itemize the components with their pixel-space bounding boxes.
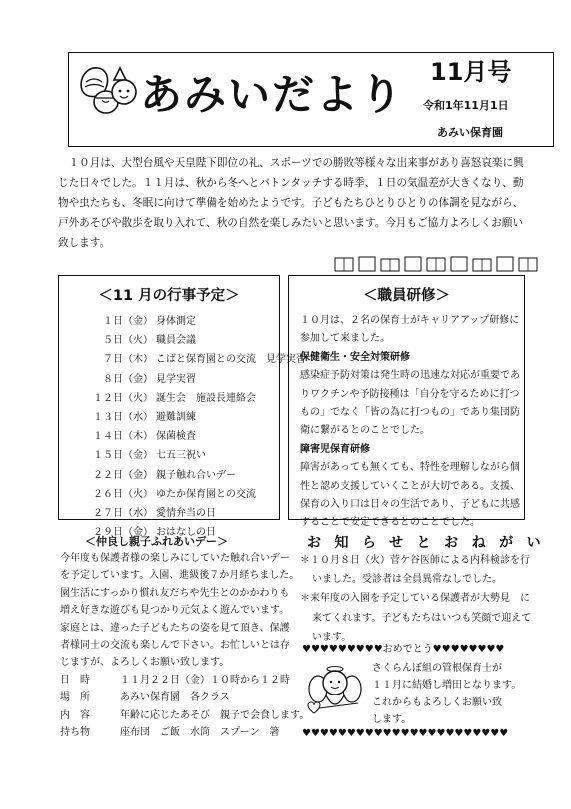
- issue-date: 令和1年11月1日: [423, 99, 509, 112]
- event-name: 避難訓練: [156, 412, 196, 424]
- event-date: １４日（木）: [93, 431, 153, 443]
- event-name: 誕生会 施設長連絡会: [156, 392, 256, 404]
- wedding-line: これからもよろしくお願い致: [372, 697, 502, 708]
- event-name: 七五三祝い: [156, 450, 206, 462]
- detail-label: 持ち物: [60, 727, 90, 739]
- issue-number: 11月号: [430, 58, 512, 86]
- detail-value: 年齢に応じたあそび 親子で会食します。: [120, 709, 310, 721]
- event-name: 愛情弁当の日: [156, 508, 216, 520]
- event-name: 見学実習: [156, 373, 196, 385]
- wedding-announcement: [372, 660, 521, 728]
- event-row: [71, 504, 306, 523]
- relationship-day-line: じますが、よろしくお願い致します。: [60, 657, 230, 669]
- event-date: ５日（火）: [103, 335, 153, 347]
- detail-value: 座布団 ご飯 水筒 スプーン 箸: [120, 727, 280, 739]
- wedding-line: １１月に結婚し増田となります。: [372, 680, 522, 691]
- event-name: おはなしの日: [156, 527, 216, 539]
- training-title: ＜職員研修＞: [363, 288, 450, 304]
- notice-item: ＊１０月８日（火）菅ケ谷医師による内科検診を行いました。受診者は全員異常なしでした。: [300, 555, 530, 586]
- training-body: [300, 312, 522, 533]
- event-date: １５日（金）: [93, 450, 153, 462]
- event-name: ゆたか保育園との交流: [156, 488, 256, 500]
- relationship-day-line: 園生活にすっかり慣れ友だちや先生とのかかわりも: [60, 587, 290, 599]
- detail-value: １１月２２日（金）１０時から１２時: [120, 674, 290, 686]
- intro-paragraph: １０月は、大型台風や天皇陛下即位の礼、スポーツでの勝敗等様々な出来事があり喜怒哀楽に興じた日々でした。１１月は、秋から冬へとバトンタッチする時季、１日の気温差が大きくなり、動物や虫たちも、冬眠に向けて準備を始めたようです。子どもたちひとりひとりの体調を見ながら、戸外あそびや散歩を取り入れて、秋の自然を楽しみたいと思います。今月もご協力よろしくお願い致します。: [58, 157, 524, 249]
- relationship-day-line: 今年度も保護者様の楽しみにしていた触れ合いデー: [60, 553, 290, 564]
- relationship-day-text: [60, 550, 300, 672]
- detail-label: 場 所: [60, 692, 90, 704]
- event-date: ２２日（金）: [93, 469, 153, 481]
- event-date: ２９日（金）: [93, 527, 153, 539]
- detail-value: あみい保育園 各クラス: [120, 692, 230, 704]
- relationship-day-body: [60, 550, 310, 741]
- wedding-line: します。: [372, 714, 412, 725]
- detail-row: [60, 724, 295, 741]
- event-row: [71, 331, 306, 350]
- event-row: [71, 370, 306, 389]
- event-row: [71, 446, 306, 465]
- event-date: ２６日（火）: [93, 488, 153, 500]
- detail-row: [60, 707, 310, 724]
- training-text-health: 感染症予防対策は発生時の迅速な対応が重要でありワクチンや予防接種は「自分を守るために打つもの」でなく「皆の為に打つもの」であり集団防衛に繋がるとのことでした。: [300, 370, 520, 437]
- event-row: [71, 427, 306, 446]
- events-title: ＜11 月の行事予定＞: [98, 288, 240, 304]
- training-text-disability: 障害があっても無くても、特性を理解しながら個性と認め支援していくことが大切である。支援、保育の入り口は日々の生活であり、子どもに共感することで安定できるとのことでした。: [300, 462, 520, 529]
- event-name: こばと保育園との交流 見学実習: [156, 354, 306, 366]
- publisher-name: あみい保育園: [437, 126, 503, 139]
- newsletter-title: あみいだより: [140, 70, 405, 119]
- detail-label: 日 時: [60, 674, 90, 686]
- relationship-day-line: 増え好きな遊びも見つかり元気よく遊んでいます。: [60, 605, 290, 617]
- event-row: [71, 466, 306, 485]
- relationship-day-title: ＜仲良し親子ふれあいデー＞: [85, 535, 228, 548]
- cupid-icon: [304, 661, 366, 721]
- relationship-day-line: 家庭とは、違った子どもたちの姿を見て頂き、保護: [60, 622, 290, 634]
- event-date: ８日（金）: [103, 373, 153, 385]
- event-date: １日（金）: [103, 316, 153, 327]
- relationship-day-line: を予定しています。入園、進級後７か月経ちました。: [60, 570, 300, 582]
- event-row: [71, 389, 306, 408]
- event-date: １２日（火）: [93, 392, 153, 404]
- training-heading-disability: 障害児保育研修: [300, 443, 370, 455]
- training-box: [288, 275, 525, 529]
- event-date: ２７日（水）: [93, 508, 153, 520]
- notices-title: お知らせとおねがい: [307, 535, 555, 551]
- relationship-day-details: [60, 672, 310, 742]
- notices-body: [300, 551, 535, 647]
- events-box: [58, 275, 306, 539]
- detail-row: [60, 672, 295, 689]
- detail-label: 内 容: [60, 709, 90, 721]
- event-row: [71, 312, 306, 331]
- event-row: [71, 350, 306, 369]
- event-row: [71, 408, 306, 427]
- decorative-book-border: [333, 254, 543, 274]
- event-name: 身体測定: [156, 316, 196, 327]
- hearts-border-line: ♥♥♥♥♥♥♥♥♥♥♥♥♥♥♥♥♥♥♥♥♥♥♥: [302, 728, 509, 739]
- detail-row: [60, 689, 295, 706]
- event-date: ７日（木）: [103, 354, 153, 366]
- event-name: 親子触れ合いデー: [156, 469, 236, 481]
- event-row: [71, 485, 306, 504]
- wedding-line: さくらんぼ組の管根保育士が: [372, 663, 502, 674]
- events-list: [71, 312, 306, 542]
- intro-text: [58, 153, 524, 253]
- event-name: 職員会議: [156, 335, 196, 347]
- event-name: 保菌検査: [156, 431, 196, 443]
- training-intro: １０月は、２名の保育士がキャリアアップ研修に参加して来ました。: [300, 315, 520, 345]
- congrats-hearts-line: ♥♥♥♥♥♥♥♥♥おめでとう♥♥♥♥♥♥♥♥: [302, 644, 505, 655]
- event-date: １３日（水）: [93, 412, 153, 424]
- relationship-day-line: 者様同士の交流も楽しんで下さい。お忙しいとは存: [60, 640, 290, 652]
- training-heading-health: 保健衛生・安全対策研修: [300, 351, 410, 363]
- chestnut-mascot-icon: [76, 60, 138, 116]
- notice-item: ＊来年度の入園を予定している保護者が大勢見 に来てくれます。子どもたちはいつも笑顔で迎えています。: [300, 593, 532, 643]
